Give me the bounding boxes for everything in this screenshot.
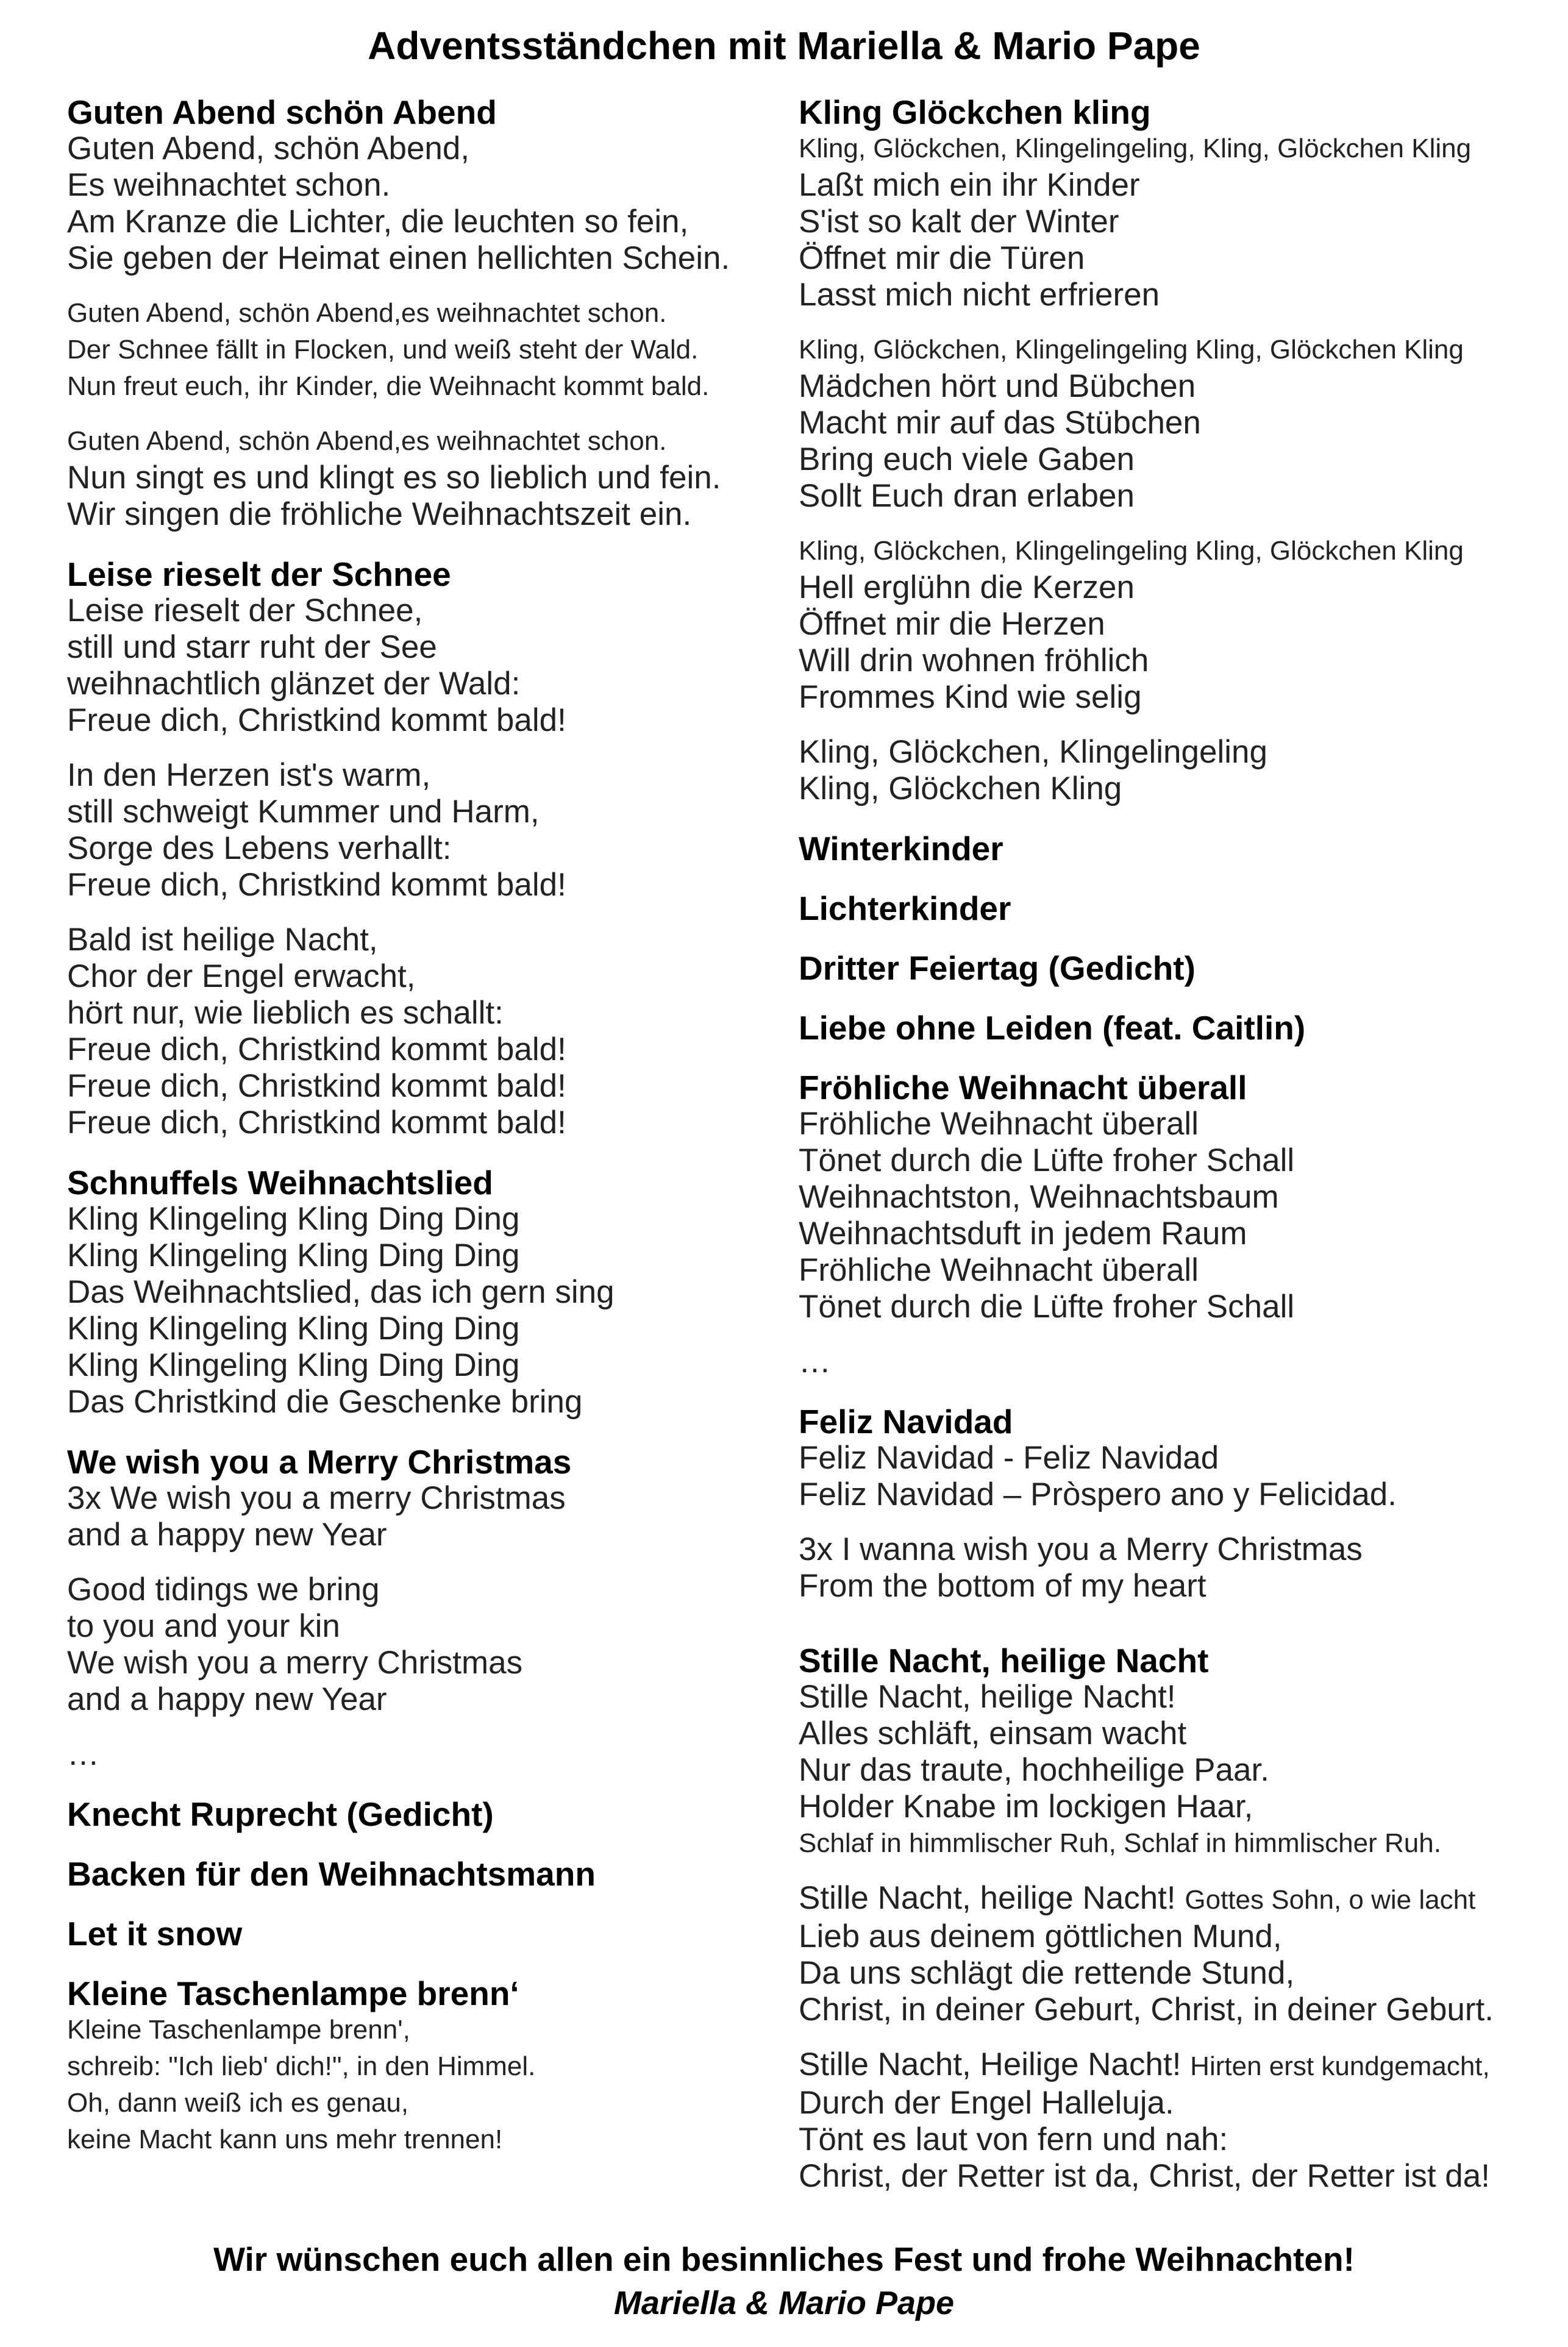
stanza xyxy=(67,1201,762,1420)
lyric-line: Guten Abend, schön Abend, xyxy=(67,130,470,166)
lyric-segment: Hirten erst kundgemacht, xyxy=(1190,2051,1490,2081)
lyric-line: Kling, Glöckchen, Klingelingeling Kling, Glöckchen Kling xyxy=(799,335,1464,365)
lyric-line xyxy=(799,1880,1544,1918)
song-section xyxy=(67,556,762,1141)
lyric-line: Weihnachtsduft in jedem Raum xyxy=(799,1216,1247,1252)
song-title: Liebe ohne Leiden (feat. Caitlin) xyxy=(799,1009,1306,1047)
lyric-line: Tönet durch die Lüfte froher Schall xyxy=(799,1289,1295,1325)
lyric-line: Freue dich, Christkind kommt bald! xyxy=(67,1105,566,1141)
lyric-line: Christ, der Retter ist da, Christ, der Retter ist da! xyxy=(799,2158,1490,2194)
song-section xyxy=(67,1975,762,2158)
song-title: Leise rieselt der Schnee xyxy=(67,555,451,593)
song-title: We wish you a Merry Christmas xyxy=(67,1443,572,1481)
lyric-line: Sollt Euch dran erlaben xyxy=(799,478,1135,514)
stanza xyxy=(67,1572,762,1718)
lyric-segment: Gottes Sohn, o wie lacht xyxy=(1185,1885,1476,1915)
lyric-line: Schlaf in himmlischer Ruh, Schlaf in himmlischer Ruh. xyxy=(799,1828,1441,1858)
lyric-segment: Stille Nacht, Heilige Nacht! xyxy=(799,2046,1191,2082)
song-section xyxy=(799,1069,1544,1380)
stanza xyxy=(799,734,1544,807)
stanza xyxy=(67,2012,762,2158)
lyric-line: Da uns schlägt die rettende Stund, xyxy=(799,1955,1295,1991)
lyric-line: Mädchen hört und Bübchen xyxy=(799,368,1196,404)
lyric-line: 3x I wanna wish you a Merry Christmas xyxy=(799,1531,1363,1567)
lyric-line: Kling Klingeling Kling Ding Ding xyxy=(67,1238,520,1273)
lyric-line: Öffnet mir die Türen xyxy=(799,240,1085,276)
lyric-line: Lieb aus deinem göttlichen Mund, xyxy=(799,1918,1282,1954)
song-title: Dritter Feiertag (Gedicht) xyxy=(799,949,1196,987)
lyric-line: Feliz Navidad - Feliz Navidad xyxy=(799,1440,1219,1476)
lyric-line: Freue dich, Christkind kommt bald! xyxy=(67,1068,566,1104)
lyric-line: Weihnachtston, Weihnachtsbaum xyxy=(799,1179,1279,1215)
song-title: Let it snow xyxy=(67,1915,243,1953)
song-title: Kleine Taschenlampe brenn‘ xyxy=(67,1975,519,2012)
stanza xyxy=(799,1344,1544,1380)
song-section xyxy=(67,1796,762,1832)
footer xyxy=(67,2240,1501,2323)
song-section xyxy=(799,1403,1544,1604)
footer-message: Wir wünschen euch allen ein besinnliches Fest und frohe Weihnachten! xyxy=(213,2240,1355,2278)
stanza xyxy=(799,1531,1544,1604)
stanza xyxy=(67,295,762,405)
lyric-line: keine Macht kann uns mehr trennen! xyxy=(67,2124,503,2154)
lyric-line: Freue dich, Christkind kommt bald! xyxy=(67,702,566,738)
lyric-line: Am Kranze die Lichter, die leuchten so fein, xyxy=(67,204,689,240)
stanza xyxy=(799,1440,1544,1513)
song-title: Guten Abend schön Abend xyxy=(67,93,497,131)
lyric-line: hört nur, wie lieblich es schallt: xyxy=(67,995,504,1031)
lyric-line: Guten Abend, schön Abend,es weihnachtet schon. xyxy=(67,298,667,328)
lyric-line: Freue dich, Christkind kommt bald! xyxy=(67,867,566,903)
lyric-line: Tönt es laut von fern und nah: xyxy=(799,2121,1228,2157)
stanza xyxy=(67,130,762,277)
stanza xyxy=(67,593,762,739)
lyrics-column-right xyxy=(799,94,1544,2195)
lyric-line: In den Herzen ist's warm, xyxy=(67,757,431,793)
lyric-line: Kling, Glöckchen, Klingelingeling, Kling, Glöckchen Kling xyxy=(799,134,1472,163)
song-section xyxy=(67,1856,762,1892)
lyric-line: From the bottom of my heart xyxy=(799,1568,1206,1604)
stanza xyxy=(799,332,1544,515)
page-title: Adventsständchen mit Mariella & Mario Pape xyxy=(368,24,1200,68)
stanza xyxy=(67,922,762,1141)
lyric-line: Hell erglühn die Kerzen xyxy=(799,569,1135,605)
song-title: Stille Nacht, heilige Nacht xyxy=(799,1642,1209,1679)
song-section xyxy=(799,890,1544,927)
lyric-line: and a happy new Year xyxy=(67,1517,387,1553)
lyric-line: still und starr ruht der See xyxy=(67,629,437,665)
lyric-line: S'ist so kalt der Winter xyxy=(799,204,1119,240)
stanza xyxy=(67,1480,762,1553)
lyric-line: Das Christkind die Geschenke bring xyxy=(67,1384,583,1420)
lyric-line: Bring euch viele Gaben xyxy=(799,441,1135,477)
song-title: Feliz Navidad xyxy=(799,1403,1013,1441)
lyric-line: weihnachtlich glänzet der Wald: xyxy=(67,666,521,702)
stanza xyxy=(799,1679,1544,1862)
stanza xyxy=(67,423,762,533)
lyric-line: Will drin wohnen fröhlich xyxy=(799,643,1149,678)
song-section xyxy=(67,1164,762,1420)
stanza xyxy=(799,533,1544,716)
lyric-line: Christ, in deiner Geburt, Christ, in deiner Geburt. xyxy=(799,1992,1494,2028)
lyric-line: Leise rieselt der Schnee, xyxy=(67,593,423,629)
lyric-line: Stille Nacht, heilige Nacht! xyxy=(799,1679,1176,1715)
song-section xyxy=(799,950,1544,986)
lyric-line: Fröhliche Weihnacht überall xyxy=(799,1252,1199,1288)
stanza xyxy=(799,2046,1544,2195)
lyric-line: Sie geben der Heimat einen hellichten Schein. xyxy=(67,240,730,276)
stanza xyxy=(799,1106,1544,1325)
lyric-line: Laßt mich ein ihr Kinder xyxy=(799,167,1140,203)
footer-signature: Mariella & Mario Pape xyxy=(613,2285,955,2321)
lyric-line: Durch der Engel Halleluja. xyxy=(799,2085,1174,2121)
lyric-line: Chor der Engel erwacht, xyxy=(67,958,416,994)
lyric-line: Der Schnee fällt in Flocken, und weiß steht der Wald. xyxy=(67,335,699,365)
lyric-line: Kling Klingeling Kling Ding Ding xyxy=(67,1201,520,1237)
song-section xyxy=(799,94,1544,807)
lyric-line: still schweigt Kummer und Harm, xyxy=(67,794,540,830)
lyric-line: Bald ist heilige Nacht, xyxy=(67,922,378,958)
lyric-segment: Stille Nacht, heilige Nacht! xyxy=(799,1880,1185,1916)
song-title: Lichterkinder xyxy=(799,889,1011,927)
lyric-line: Nun freut euch, ihr Kinder, die Weihnacht kommt bald. xyxy=(67,371,710,401)
lyric-line: to you and your kin xyxy=(67,1608,340,1644)
song-title: Knecht Ruprecht (Gedicht) xyxy=(67,1795,494,1833)
lyric-line: Öffnet mir die Herzen xyxy=(799,606,1105,642)
lyric-line: Feliz Navidad – Pròspero ano y Felicidad. xyxy=(799,1476,1397,1512)
song-section xyxy=(799,1642,1544,2195)
lyrics-column-left xyxy=(67,94,799,2158)
lyric-line: Fröhliche Weihnacht überall xyxy=(799,1106,1199,1142)
lyric-line: Holder Knabe im lockigen Haar, xyxy=(799,1789,1253,1825)
lyric-line xyxy=(799,2046,1544,2085)
stanza xyxy=(799,1880,1544,2028)
lyric-line: Kleine Taschenlampe brenn', xyxy=(67,2015,410,2045)
lyric-line: and a happy new Year xyxy=(67,1681,387,1717)
song-title: Schnuffels Weihnachtslied xyxy=(67,1164,493,1202)
song-section xyxy=(67,1444,762,1773)
stanza xyxy=(799,130,1544,313)
lyric-line: Oh, dann weiß ich es genau, xyxy=(67,2088,409,2118)
lyric-line: We wish you a merry Christmas xyxy=(67,1645,523,1681)
lyrics-columns xyxy=(67,94,1544,2195)
lyric-line: Nun singt es und klingt es so lieblich und fein. xyxy=(67,460,721,496)
lyric-line: Kling Klingeling Kling Ding Ding xyxy=(67,1347,520,1383)
lyric-line: Kling Klingeling Kling Ding Ding xyxy=(67,1311,520,1347)
lyric-line: Lasst mich nicht erfrieren xyxy=(799,277,1160,313)
lyric-line: Kling, Glöckchen, Klingelingeling Kling, Glöckchen Kling xyxy=(799,536,1464,566)
song-title: Backen für den Weihnachtsmann xyxy=(67,1855,596,1893)
lyric-line: … xyxy=(799,1344,831,1380)
song-section xyxy=(799,830,1544,867)
lyric-line: Guten Abend, schön Abend,es weihnachtet schon. xyxy=(67,426,667,456)
lyric-line: Frommes Kind wie selig xyxy=(799,679,1142,715)
lyric-line: schreib: "Ich lieb' dich!", in den Himmel. xyxy=(67,2051,536,2081)
stanza xyxy=(67,1736,762,1773)
song-section xyxy=(67,94,762,533)
song-title: Kling Glöckchen kling xyxy=(799,93,1151,131)
stanza xyxy=(67,757,762,903)
lyric-line: Das Weihnachtslied, das ich gern sing xyxy=(67,1274,615,1310)
lyric-line: Wir singen die fröhliche Weihnachtszeit ein. xyxy=(67,496,692,532)
song-section xyxy=(799,1010,1544,1046)
lyric-line: Nur das traute, hochheilige Paar. xyxy=(799,1752,1269,1788)
lyric-line: Sorge des Lebens verhallt: xyxy=(67,830,452,866)
lyric-line: 3x We wish you a merry Christmas xyxy=(67,1480,566,1516)
lyric-line: Tönet durch die Lüfte froher Schall xyxy=(799,1142,1295,1178)
lyric-line: Macht mir auf das Stübchen xyxy=(799,405,1201,441)
lyric-line: Kling, Glöckchen Kling xyxy=(799,771,1122,807)
lyric-line: Es weihnachtet schon. xyxy=(67,167,391,203)
song-section xyxy=(67,1915,762,1952)
song-title: Winterkinder xyxy=(799,830,1003,867)
lyric-line: Alles schläft, einsam wacht xyxy=(799,1715,1187,1751)
lyric-line: Good tidings we bring xyxy=(67,1572,380,1608)
lyric-line: Kling, Glöckchen, Klingelingeling xyxy=(799,734,1267,770)
lyric-line: Freue dich, Christkind kommt bald! xyxy=(67,1031,566,1067)
song-title: Fröhliche Weihnacht überall xyxy=(799,1069,1247,1106)
lyric-line: … xyxy=(67,1736,99,1772)
